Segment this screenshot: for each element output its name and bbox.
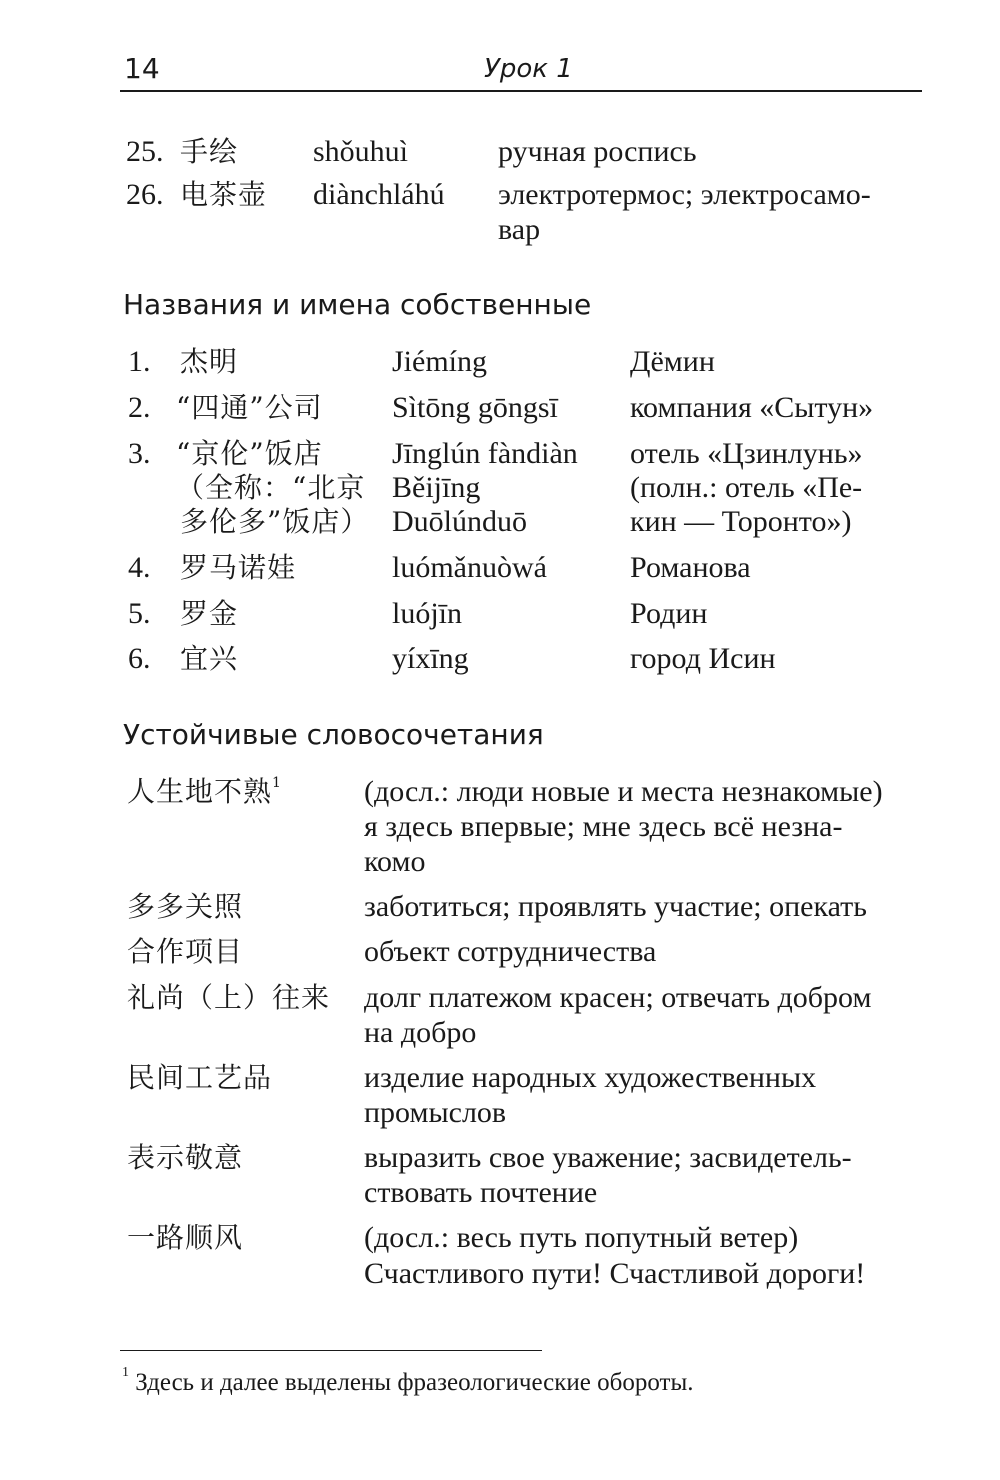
name-translation: Дёмин	[630, 345, 715, 378]
name-pinyin: luómǎnuòwá	[392, 551, 547, 584]
name-pinyin: Sìtōng gōngsī	[392, 391, 558, 424]
page-number: 14	[124, 52, 160, 85]
idiom-translation: изделие народных художественных	[364, 1061, 817, 1094]
idiom-hanzi-text: 人生地不熟	[127, 775, 273, 808]
name-translation: Романова	[630, 551, 751, 584]
vocab-translation: ручная роспись	[498, 135, 697, 168]
idiom-translation: выразить свое уважение; засвидетель-	[364, 1141, 852, 1174]
name-number: 6.	[128, 642, 151, 675]
name-number: 3.	[128, 437, 151, 470]
name-translation: город Исин	[630, 642, 776, 675]
idiom-translation: на добро	[364, 1016, 477, 1049]
footnote-text: Здесь и далее выделены фразеологические обороты.	[135, 1369, 694, 1396]
name-hanzi: 罗金	[180, 597, 239, 630]
idiom-hanzi: 礼尚（上）往来	[127, 981, 331, 1014]
footnote-mark: 1	[122, 1365, 129, 1380]
name-translation: отель «Цзинлунь»	[630, 437, 863, 470]
name-hanzi: 宜兴	[180, 642, 239, 675]
name-translation: (полн.: отель «Пе-	[630, 471, 863, 504]
idiom-hanzi: 合作项目	[127, 935, 244, 968]
vocab-hanzi: 手绘	[180, 135, 239, 168]
name-hanzi: 杰明	[180, 345, 239, 378]
name-pinyin: Jīnglún fàndiàn	[392, 437, 578, 470]
vocab-hanzi: 电茶壶	[180, 178, 268, 211]
idiom-translation: ствовать почтение	[364, 1176, 598, 1209]
section-heading-proper-names: Названия и имена собственные	[123, 288, 592, 321]
name-translation: Родин	[630, 597, 708, 630]
name-hanzi: 多伦多”饭店）	[180, 505, 370, 538]
name-pinyin: Jiémíng	[392, 345, 487, 378]
header-rule	[120, 90, 922, 92]
name-translation: компания «Сытун»	[630, 391, 874, 424]
name-translation: кин — Торонто»)	[630, 505, 852, 538]
vocab-number: 25.	[126, 135, 164, 168]
idiom-hanzi: 一路顺风	[127, 1221, 244, 1254]
name-pinyin: Běijīng	[392, 471, 481, 504]
vocab-translation: электротермос; электросамо-	[498, 178, 871, 211]
idiom-hanzi: 表示敬意	[127, 1141, 244, 1174]
section-heading-idioms: Устойчивые словосочетания	[123, 718, 544, 751]
idiom-translation: промыслов	[364, 1096, 507, 1129]
vocab-translation: вар	[498, 213, 541, 246]
idiom-translation: заботиться; проявлять участие; опекать	[364, 890, 867, 923]
vocab-pinyin: diànchláhú	[313, 178, 445, 211]
name-number: 2.	[128, 391, 151, 424]
name-hanzi: 罗马诺娃	[180, 551, 297, 584]
name-number: 1.	[128, 345, 151, 378]
idiom-hanzi	[127, 774, 282, 809]
footnote	[122, 1365, 694, 1400]
idiom-translation: долг платежом красен; отвечать добром	[364, 981, 872, 1014]
name-number: 4.	[128, 551, 151, 584]
name-hanzi: “京伦”饭店	[176, 437, 323, 470]
footnote-rule	[120, 1350, 542, 1351]
footnote-reference: 1	[272, 775, 282, 791]
name-pinyin: yíxīng	[392, 642, 469, 675]
name-number: 5.	[128, 597, 151, 630]
idiom-hanzi: 多多关照	[127, 890, 244, 923]
idiom-hanzi: 民间工艺品	[127, 1061, 273, 1094]
idiom-translation: (досл.: весь путь попутный ветер)	[364, 1221, 799, 1254]
name-hanzi: “四通”公司	[176, 391, 323, 424]
running-title: Урок 1	[484, 54, 573, 84]
name-hanzi: （全称：“北京	[176, 471, 366, 504]
idiom-translation: я здесь впервые; мне здесь всё незна-	[364, 810, 843, 843]
name-pinyin: Duōlúnduō	[392, 505, 527, 538]
idiom-translation: объект сотрудничества	[364, 935, 657, 968]
vocab-pinyin: shǒuhuì	[313, 135, 409, 168]
name-pinyin: luójīn	[392, 597, 463, 630]
idiom-translation: Счастливого пути! Счастливой дороги!	[364, 1257, 866, 1290]
vocab-number: 26.	[126, 178, 164, 211]
idiom-translation: (досл.: люди новые и места незнакомые)	[364, 775, 883, 808]
idiom-translation: комо	[364, 845, 426, 878]
